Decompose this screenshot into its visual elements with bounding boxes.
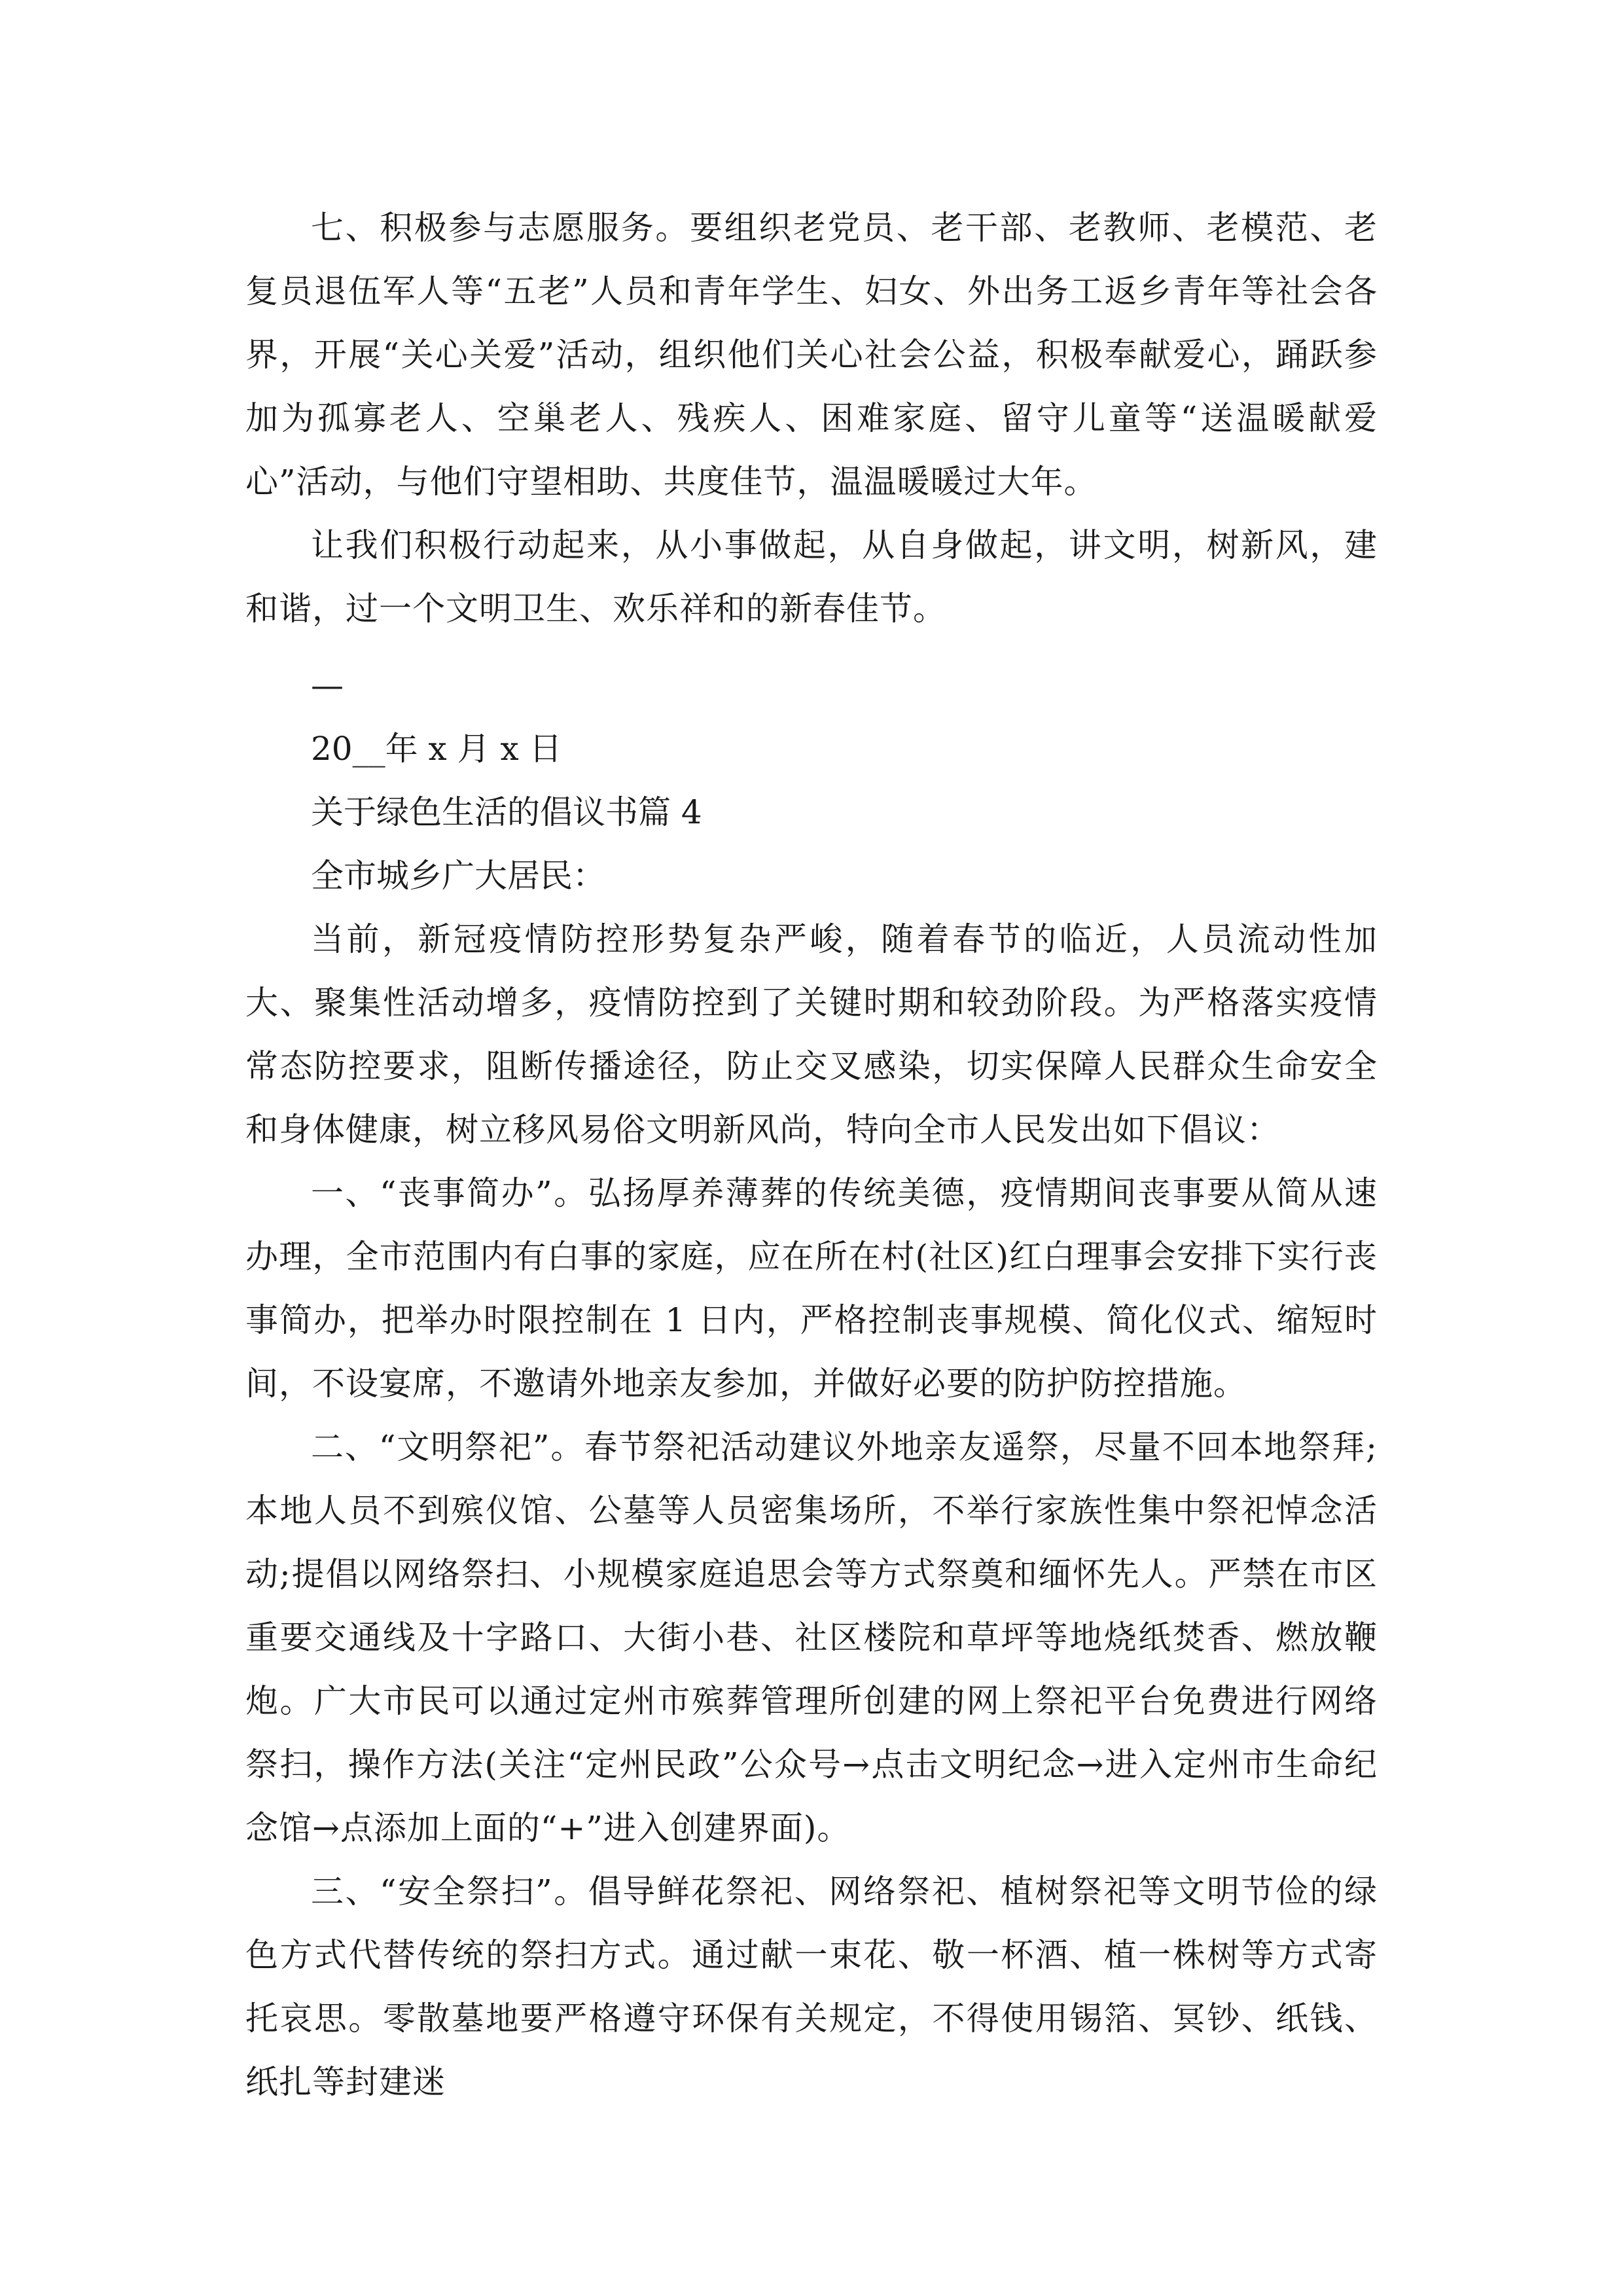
- paragraph-intro: 当前，新冠疫情防控形势复杂严峻，随着春节的临近，人员流动性加大、聚集性活动增多，疫情防控到了关键时期和较劲阶段。为严格落实疫情常态防控要求，阻断传播途径，防止交叉感染，切实保障人民群众生命安全和身体健康，树立移风易俗文明新风尚，特向全市人民发出如下倡议：: [245, 920, 1378, 1149]
- date-line: 20__年 x 月 x 日: [311, 730, 562, 768]
- document-page: [245, 196, 1378, 2114]
- paragraph-safe-sweeping: 三、“安全祭扫”。倡导鲜花祭祀、网络祭祀、植树祭祀等文明节俭的绿色方式代替传统的祭扫方式。通过献一束花、敬一杯酒、植一株树等方式寄托哀思。零散墓地要严格遵守环保有关规定，不得使用锡箔、冥钞、纸钱、纸扎等封建迷: [245, 1873, 1378, 2101]
- paragraph-closing-call: 让我们积极行动起来，从小事做起，从自身做起，讲文明，树新风，建和谐，过一个文明卫生、欢乐祥和的新春佳节。: [245, 526, 1378, 628]
- section-title: 关于绿色生活的倡议书篇 4: [311, 793, 702, 831]
- salutation: 全市城乡广大居民：: [311, 857, 605, 895]
- paragraph-volunteer-service: 七、积极参与志愿服务。要组织老党员、老干部、老教师、老模范、老复员退伍军人等“五老”人员和青年学生、妇女、外出务工返乡青年等社会各界，开展“关心关爱”活动，组织他们关心社会公益，积极奉献爱心，踊跃参加为孤寡老人、空巢老人、残疾人、困难家庭、留守儿童等“送温暖献爱心”活动，与他们守望相助、共度佳节，温温暖暖过大年。: [245, 209, 1378, 501]
- paragraph-funeral-simplify: 一、“丧事简办”。弘扬厚养薄葬的传统美德，疫情期间丧事要从简从速办理，全市范围内有白事的家庭，应在所在村(社区)红白理事会安排下实行丧事简办，把举办时限控制在 1 日内，严格控制丧事规模、简化仪式、缩短时间，不设宴席，不邀请外地亲友参加，并做好必要的防护防控措施。: [245, 1174, 1378, 1403]
- paragraph-civilized-sacrifice: 二、“文明祭祀”。春节祭祀活动建议外地亲友遥祭，尽量不回本地祭拜;本地人员不到殡仪馆、公墓等人员密集场所，不举行家族性集中祭祀悼念活动;提倡以网络祭扫、小规模家庭追思会等方式祭奠和缅怀先人。严禁在市区重要交通线及十字路口、大街小巷、社区楼院和草坪等地烧纸焚香、燃放鞭炮。广大市民可以通过定州市殡葬管理所创建的网上祭祀平台免费进行网络祭扫，操作方法(关注“定州民政”公众号→点击文明纪念→进入定州市生命纪念馆→点添加上面的“+”进入创建界面)。: [245, 1428, 1378, 1847]
- signature-dash: —: [311, 666, 344, 704]
